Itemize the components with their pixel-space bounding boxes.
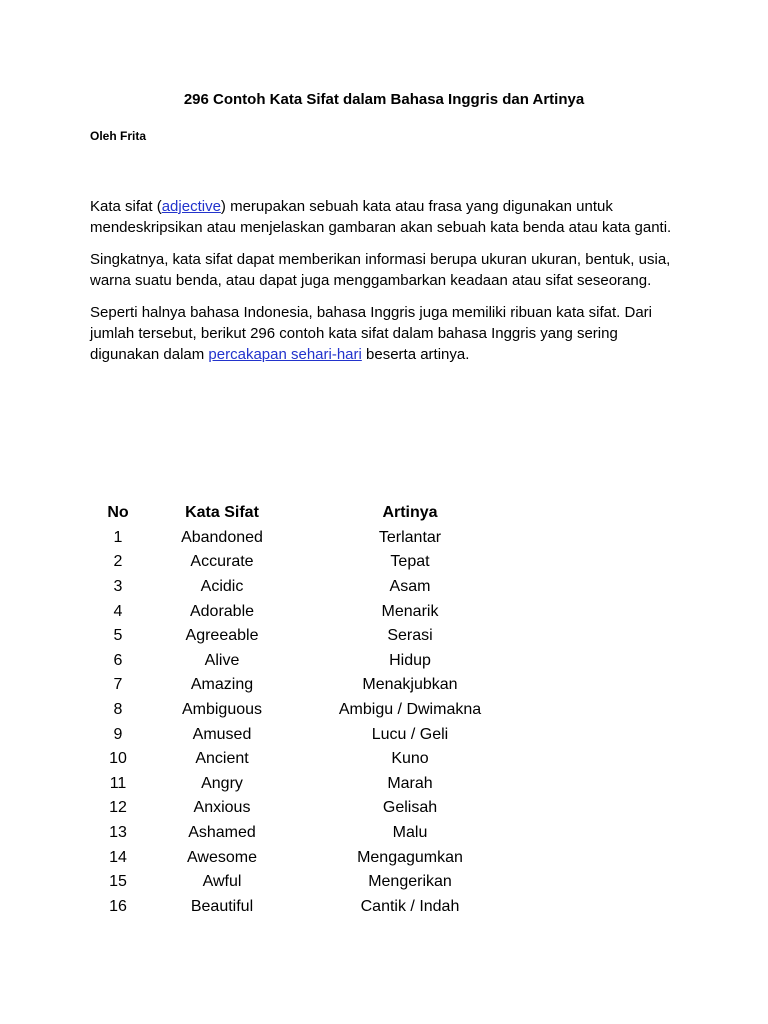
row-number: 1 — [113, 528, 123, 546]
column-header: Kata Sifat — [185, 504, 259, 522]
word-cell: Beautiful — [190, 897, 254, 915]
meaning-cell: Ambigu / Dwimakna — [338, 701, 482, 719]
table-header — [90, 501, 522, 526]
word-cell: Anxious — [193, 799, 251, 817]
row-number: 4 — [113, 602, 123, 620]
meaning-cell: Mengerikan — [368, 873, 452, 891]
word-cell: Abandoned — [181, 528, 263, 546]
text-run: ) merupakan sebuah kata atau frasa yang digunakan untuk mendeskripsikan atau menjelaskan gambaran akan sebuah kata benda atau kata ganti. — [90, 198, 672, 236]
meaning-cell: Serasi — [387, 627, 433, 645]
word-cell: Amazing — [190, 676, 254, 694]
table-row — [90, 599, 522, 624]
table-body — [90, 526, 522, 920]
row-number: 11 — [109, 774, 127, 792]
table-row — [90, 772, 522, 797]
table-row — [90, 526, 522, 551]
text-run: beserta artinya. — [361, 346, 470, 363]
document-title: 296 Contoh Kata Sifat dalam Bahasa Inggris dan Artinya — [183, 91, 585, 108]
meaning-cell: Menarik — [381, 602, 439, 620]
word-cell: Awful — [202, 873, 242, 891]
meaning-cell: Lucu / Geli — [371, 725, 449, 743]
word-cell: Ambiguous — [181, 701, 263, 719]
row-number: 8 — [113, 701, 123, 719]
row-number: 10 — [109, 750, 127, 768]
table-row — [90, 624, 522, 649]
word-cell: Awesome — [187, 848, 257, 866]
paragraph — [90, 249, 682, 291]
row-number: 2 — [113, 553, 123, 571]
table-row — [90, 673, 522, 698]
row-number: 5 — [113, 627, 123, 645]
meaning-cell: Kuno — [391, 750, 429, 768]
table-row — [90, 698, 522, 723]
paragraph — [90, 302, 682, 365]
word-cell: Ancient — [195, 750, 249, 768]
meaning-cell: Cantik / Indah — [360, 897, 460, 915]
table-row — [90, 649, 522, 674]
table-row — [90, 550, 522, 575]
table-row — [90, 722, 522, 747]
text-run: Singkatnya, kata sifat dapat memberikan informasi berupa ukuran ukuran, bentuk, usia, warna suatu benda, atau dapat juga menggambarkan keadaan atau sifat seseorang. — [90, 251, 671, 289]
table-header-row — [90, 501, 522, 526]
word-cell: Alive — [204, 651, 240, 669]
meaning-cell: Mengagumkan — [357, 848, 463, 866]
paragraphs — [90, 196, 682, 365]
table-row — [90, 575, 522, 600]
row-number: 15 — [109, 873, 127, 891]
word-cell: Accurate — [190, 553, 254, 571]
column-header: No — [107, 504, 129, 522]
adjective-table — [90, 501, 522, 919]
table-row — [90, 845, 522, 870]
table-row — [90, 895, 522, 920]
meaning-cell: Menakjubkan — [362, 676, 458, 694]
row-number: 6 — [113, 651, 123, 669]
table-row — [90, 870, 522, 895]
meaning-cell: Terlantar — [378, 528, 442, 546]
inline-link[interactable]: adjective — [161, 198, 221, 215]
row-number: 7 — [113, 676, 123, 694]
row-number: 12 — [109, 799, 127, 817]
meaning-cell: Malu — [392, 824, 428, 842]
text-run: Kata sifat ( — [90, 198, 162, 215]
word-cell: Ashamed — [188, 824, 256, 842]
byline: Oleh Frita — [90, 129, 147, 143]
word-cell: Agreeable — [185, 627, 259, 645]
row-number: 3 — [113, 578, 123, 596]
row-number: 14 — [109, 848, 127, 866]
word-cell: Amused — [192, 725, 252, 743]
text-run: Seperti halnya bahasa Indonesia, bahasa Inggris juga memiliki ribuan kata sifat. Dari jumlah tersebut, berikut 296 contoh kata sifat dalam bahasa Inggris yang sering digunakan dalam — [90, 304, 652, 363]
meaning-cell: Gelisah — [382, 799, 438, 817]
row-number: 13 — [109, 824, 127, 842]
paragraph — [90, 196, 682, 238]
table-row — [90, 821, 522, 846]
row-number: 9 — [113, 725, 123, 743]
table-row — [90, 796, 522, 821]
meaning-cell: Hidup — [389, 651, 431, 669]
inline-link[interactable]: percakapan sehari-hari — [208, 346, 362, 363]
meaning-cell: Marah — [387, 774, 433, 792]
word-cell: Angry — [201, 774, 243, 792]
word-cell: Acidic — [200, 578, 244, 596]
column-header: Artinya — [382, 504, 438, 522]
table-row — [90, 747, 522, 772]
meaning-cell: Tepat — [390, 553, 430, 571]
meaning-cell: Asam — [389, 578, 431, 596]
row-number: 16 — [109, 897, 127, 915]
word-cell: Adorable — [189, 602, 255, 620]
